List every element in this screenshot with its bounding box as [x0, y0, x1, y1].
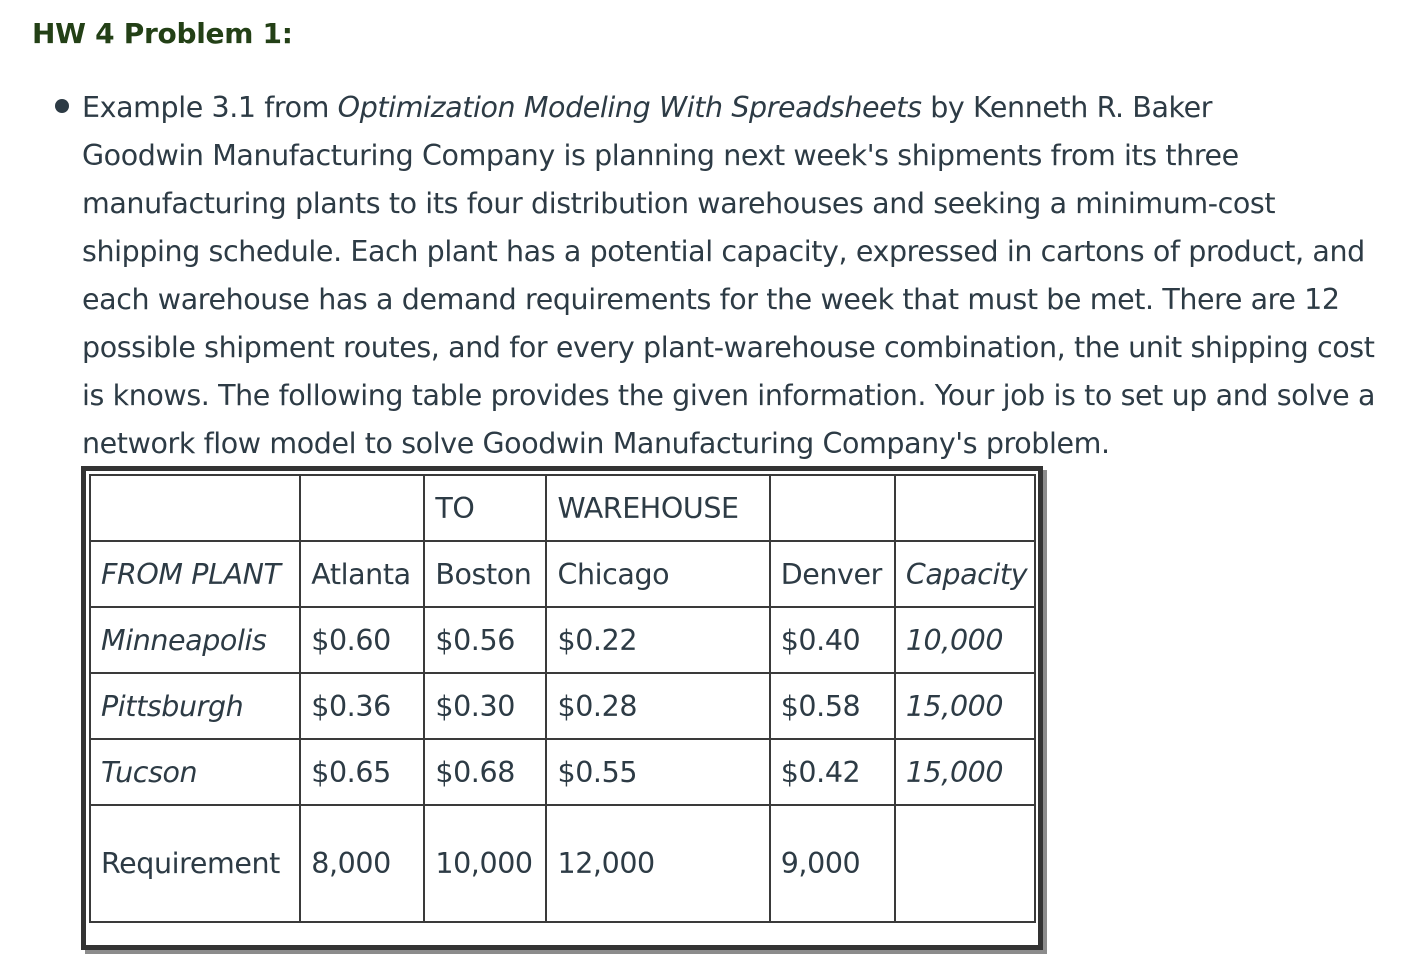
cost-cell: $0.60 — [300, 607, 424, 673]
requirement-cell: 9,000 — [770, 805, 895, 922]
bullet-point — [55, 99, 69, 113]
header-capacity: Capacity — [895, 541, 1035, 607]
table-row — [90, 607, 1035, 673]
plant-name: Tucson — [90, 739, 300, 805]
capacity-cell: 10,000 — [895, 607, 1035, 673]
problem-text: Goodwin Manufacturing Company is planning next week's shipments from its three manufacturing plants to its four distribution warehouses and seeking a minimum-cost shipping schedule. Each plant has a potential capacity, expressed in cartons of product, and each warehouse has a demand requirements for the week that must be met. There are 12 possible shipment routes, and for every plant-warehouse combination, the unit shipping cost is knows. The following table provides the given information. Your job is to set up and solve a network flow model to solve Goodwin Manufacturing Company's problem. — [82, 139, 1376, 460]
page-title: HW 4 Problem 1: — [32, 17, 293, 50]
shipping-table-frame — [81, 466, 1043, 950]
header-atlanta: Atlanta — [300, 541, 424, 607]
requirement-cell: 10,000 — [424, 805, 546, 922]
requirement-label: Requirement — [90, 805, 300, 922]
table-cell-to: TO — [424, 475, 546, 541]
cost-cell: $0.36 — [300, 673, 424, 739]
header-denver: Denver — [770, 541, 895, 607]
cost-cell: $0.55 — [546, 739, 769, 805]
table-cell-warehouse: WAREHOUSE — [546, 475, 769, 541]
cost-cell: $0.22 — [546, 607, 769, 673]
requirement-capacity-cell — [895, 805, 1035, 922]
book-title: Optimization Modeling With Spreadsheets — [337, 91, 922, 124]
table-row-top — [90, 475, 1035, 541]
source-line — [82, 84, 1382, 132]
capacity-cell: 15,000 — [895, 673, 1035, 739]
cost-cell: $0.28 — [546, 673, 769, 739]
capacity-cell: 15,000 — [895, 739, 1035, 805]
table-row — [90, 739, 1035, 805]
problem-description — [82, 84, 1382, 468]
table-cell — [300, 475, 424, 541]
source-prefix: Example 3.1 from — [82, 91, 338, 124]
header-from-plant: FROM PLANT — [90, 541, 300, 607]
cost-cell: $0.68 — [424, 739, 546, 805]
cost-cell: $0.30 — [424, 673, 546, 739]
requirement-cell: 8,000 — [300, 805, 424, 922]
table-cell — [770, 475, 895, 541]
requirement-row — [90, 805, 1035, 922]
cost-cell: $0.42 — [770, 739, 895, 805]
requirement-cell: 12,000 — [546, 805, 769, 922]
shipping-cost-table — [89, 474, 1036, 923]
cost-cell: $0.56 — [424, 607, 546, 673]
plant-name: Pittsburgh — [90, 673, 300, 739]
table-cell — [895, 475, 1035, 541]
header-chicago: Chicago — [546, 541, 769, 607]
table-cell — [90, 475, 300, 541]
table-row — [90, 673, 1035, 739]
source-author: by Kenneth R. Baker — [921, 91, 1213, 124]
table-header-row — [90, 541, 1035, 607]
header-boston: Boston — [424, 541, 546, 607]
plant-name: Minneapolis — [90, 607, 300, 673]
cost-cell: $0.65 — [300, 739, 424, 805]
cost-cell: $0.58 — [770, 673, 895, 739]
cost-cell: $0.40 — [770, 607, 895, 673]
